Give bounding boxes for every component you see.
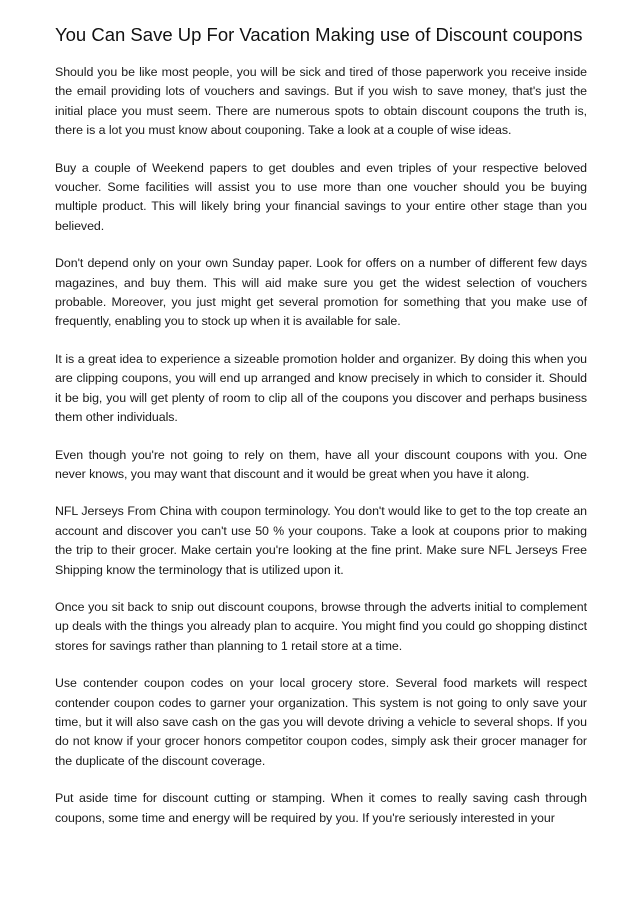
- paragraph-6: NFL Jerseys From China with coupon terminology. You don't would like to get to the top create an account and discover you can't use 50 % your coupons. Take a look at coupons prior to making the trip to their grocer. Make certain you're looking at the fine print. Make sure NFL Jerseys Free Shipping know the terminology that is utilized upon it.: [55, 504, 587, 577]
- paragraph-3: Don't depend only on your own Sunday paper. Look for offers on a number of different few days magazines, and buy them. This will aid make sure you get the widest selection of vouchers probable. Moreover, you just might get several promotion for something that you make use of frequently, enabling you to stock up when it is available for sale.: [55, 256, 587, 329]
- paragraph-7: Once you sit back to snip out discount coupons, browse through the adverts initial to complement up deals with the things you already plan to acquire. You might find you could go shopping distinct stores for savings rather than planning to 1 retail store at a time.: [55, 599, 587, 653]
- paragraph-8: Use contender coupon codes on your local grocery store. Several food markets will respect contender coupon codes to garner your organization. This system is not going to only save your time, but it will also save cash on the gas you will devote driving a vehicle to several shops. If you do not know if your grocer honors competitor coupon codes, simply ask their grocer manager for the duplicate of the discount coverage.: [55, 676, 587, 768]
- paragraph-5: Even though you're not going to rely on them, have all your discount coupons with you. One never knows, you may want that discount and it would be great when you have it along.: [55, 447, 587, 481]
- paragraph-4: It is a great idea to experience a sizeable promotion holder and organizer. By doing this when you are clipping coupons, you will end up arranged and know precisely in which to consider it. Should it be big, you will get plenty of room to clip all of the coupons you discover and perhaps business them other individuals.: [55, 351, 587, 425]
- paragraph-9: Put aside time for discount cutting or stamping. When it comes to really saving cash through coupons, some time and energy will be required by you. If you're seriously interested in your: [55, 791, 587, 825]
- paragraph-1: Should you be like most people, you will be sick and tired of those paperwork you receive inside the email providing lots of vouchers and savings. But if you wish to save money, that's just the initial place you must seem. There are numerous spots to obtain discount coupons the truth is, there is a lot you must know about couponing. Take a look at a couple of wise ideas.: [55, 65, 587, 138]
- paragraph-2: Buy a couple of Weekend papers to get doubles and even triples of your respective beloved voucher. Some facilities will assist you to use more than one voucher should you be buying multiple product. This will likely bring your financial savings to your entire other stage than you believed.: [55, 160, 587, 233]
- document-title: You Can Save Up For Vacation Making use of Discount coupons: [55, 24, 583, 45]
- document-page: [55, 24, 587, 846]
